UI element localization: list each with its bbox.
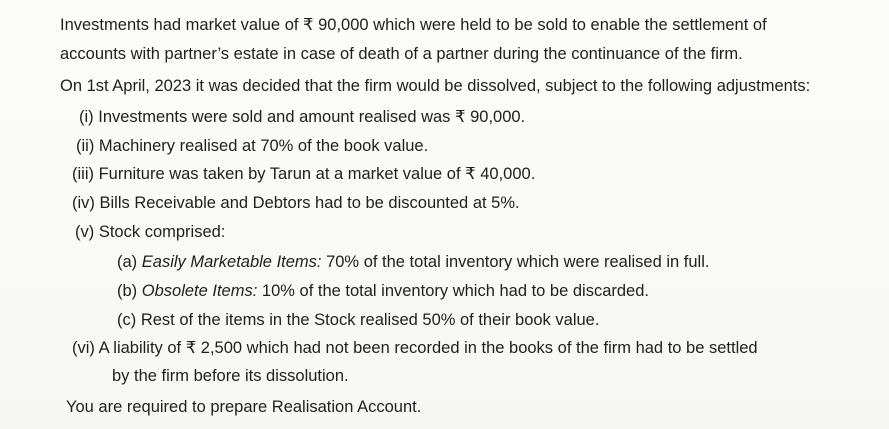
adjustment-item xyxy=(75,218,225,247)
adjustment-item xyxy=(72,189,520,218)
stock-item xyxy=(117,277,649,306)
intro-line-3: On 1st April, 2023 it was decided that the firm would be dissolved, subject to the following adjustments: xyxy=(60,77,811,95)
stock-item-number: (a) xyxy=(117,253,138,271)
adjustment-number: (iv) xyxy=(72,194,95,212)
stock-item-label: Obsolete Items: xyxy=(141,282,258,300)
stock-item-number: (b) xyxy=(117,282,138,300)
adjustment-item xyxy=(76,132,428,161)
liability-number: (vi) xyxy=(72,339,95,357)
stock-item-text: Rest of the items in the Stock realised 50% of their book value. xyxy=(140,311,600,329)
adjustment-text: Stock comprised: xyxy=(98,223,226,241)
adjustment-number: (ii) xyxy=(76,137,95,155)
adjustment-number: (i) xyxy=(79,108,94,126)
adjustment-text: Machinery realised at 70% of the book value. xyxy=(98,137,429,155)
adjustment-text: Furniture was taken by Tarun at a market value of ₹ 40,000. xyxy=(98,165,536,183)
stock-item xyxy=(117,306,599,335)
liability-item xyxy=(72,334,758,363)
stock-item-text: 10% of the total inventory which had to be discarded. xyxy=(257,282,649,300)
stock-item xyxy=(117,248,709,277)
adjustment-number: (v) xyxy=(75,223,95,241)
adjustment-text: Investments were sold and amount realised was ₹ 90,000. xyxy=(98,108,526,126)
liability-text-line-2: by the firm before its dissolution. xyxy=(112,367,349,385)
intro-line-2: accounts with partner’s estate in case of death of a partner during the continuance of the firm. xyxy=(60,45,743,63)
stock-item-text: 70% of the total inventory which were realised in full. xyxy=(321,253,710,271)
intro-line-1: Investments had market value of ₹ 90,000 which were held to be sold to enable the settlement of xyxy=(60,16,767,34)
stock-item-number: (c) xyxy=(117,311,137,329)
adjustment-item xyxy=(79,103,525,132)
adjustment-item xyxy=(72,160,535,189)
liability-text-line-1: A liability of ₹ 2,500 which had not been recorded in the books of the firm had to be settled xyxy=(98,339,758,357)
adjustment-text: Bills Receivable and Debtors had to be discounted at 5%. xyxy=(99,194,520,212)
adjustment-number: (iii) xyxy=(72,165,94,183)
stock-item-label: Easily Marketable Items: xyxy=(141,253,322,271)
closing-instruction: You are required to prepare Realisation Account. xyxy=(66,398,422,416)
